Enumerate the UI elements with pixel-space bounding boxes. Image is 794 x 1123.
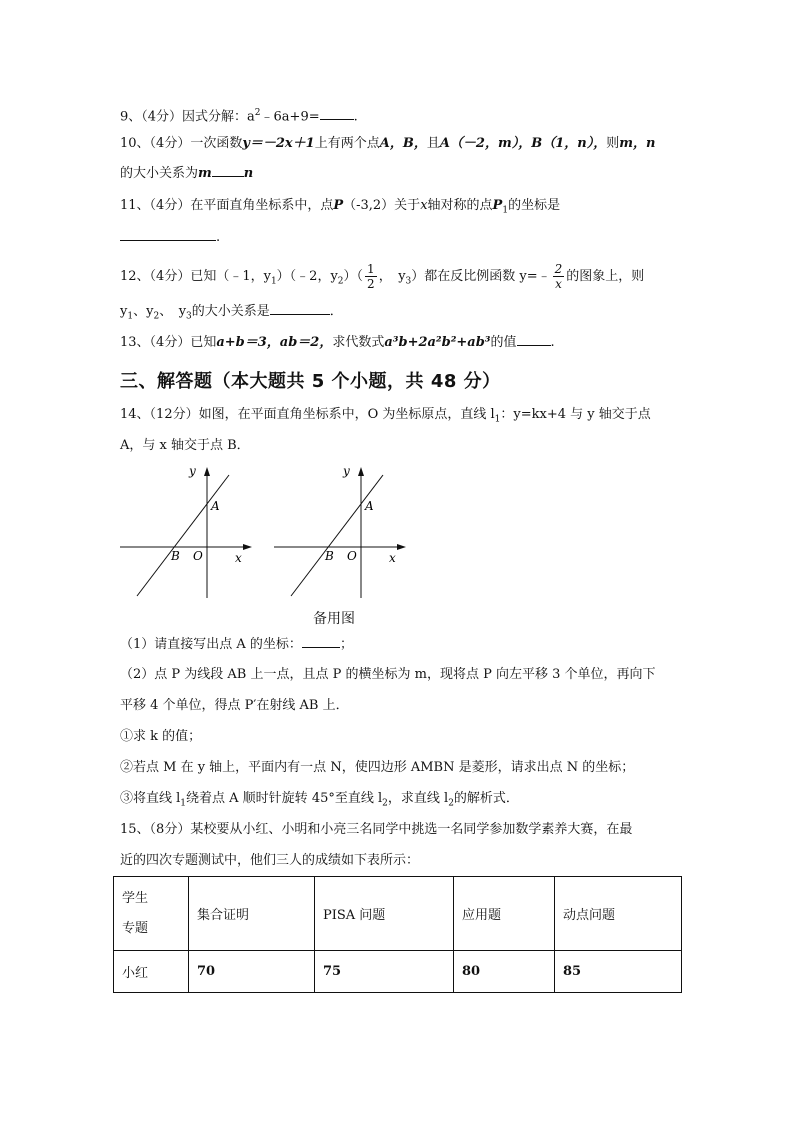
question-11-line-2: . bbox=[120, 228, 220, 247]
question-14-line-1: 14、（12分）如图，在平面直角坐标系中，O 为坐标原点，直线 $l_1$：y=kx+4 与 y 轴交于点 bbox=[120, 407, 651, 425]
fraction-two-over-x: $\frac{2}{x}$ bbox=[554, 262, 563, 291]
x-axis-arrow-icon bbox=[397, 544, 406, 550]
question-14-part-2-line-2: 平移 4 个单位，得点 P′在射线 AB 上． bbox=[120, 698, 349, 713]
question-11-line-1: 11、（4分）在平面直角坐标系中，点P（-3,2）关于x轴对称的点$P_1$的坐标是 bbox=[120, 198, 561, 216]
table-header: 集合证明 bbox=[189, 877, 315, 951]
coordinate-figure-spare bbox=[266, 458, 416, 600]
point-b-label: B bbox=[171, 549, 180, 563]
question-14-line-2: A，与 x 轴交于点 B． bbox=[120, 438, 250, 453]
question-14-sub-2: ②若点 M 在 y 轴上，平面内有一点 N，使四边形 AMBN 是菱形，请求出点 N 的坐标； bbox=[120, 760, 635, 775]
y-label: y bbox=[189, 464, 196, 478]
answer-blank[interactable] bbox=[270, 302, 330, 315]
question-10-line-2: 的大小关系为m n bbox=[120, 166, 254, 181]
table-cell: 80 bbox=[454, 951, 555, 993]
table-header: PISA 问题 bbox=[315, 877, 454, 951]
scores-table bbox=[113, 876, 682, 993]
line-l1 bbox=[291, 475, 383, 596]
table-cell: 85 bbox=[555, 951, 682, 993]
question-14-sub-1: ①求 k 的值； bbox=[120, 729, 202, 744]
question-15-line-1: 15、（8分）某校要从小红、小明和小亮三名同学中挑选一名同学参加数学素养大赛，在最 bbox=[120, 822, 633, 837]
question-14-part-2-line-1: （2）点 P 为线段 AB 上一点，且点 P 的横坐标为 m，现将点 P 向左平移 3 个单位，再向下 bbox=[120, 667, 656, 682]
table-corner-cell: 学生 专题 bbox=[114, 877, 189, 951]
figure-caption: 备用图 bbox=[313, 611, 355, 627]
table-row bbox=[114, 951, 682, 993]
line-l1 bbox=[137, 475, 229, 596]
question-13: 13、（4分）已知a+b＝3，ab＝2，求代数式a³b+2a²b²+ab³的值 . bbox=[120, 335, 555, 350]
answer-blank[interactable] bbox=[517, 333, 551, 346]
answer-blank[interactable] bbox=[320, 107, 354, 120]
question-14-part-1: （1）请直接写出点 A 的坐标： ； bbox=[120, 637, 353, 652]
table-header: 动点问题 bbox=[555, 877, 682, 951]
y-axis-arrow-icon bbox=[204, 467, 210, 476]
table-cell: 70 bbox=[189, 951, 315, 993]
question-10-line-1: 10、（4分）一次函数y＝－2x＋1上有两个点A，B，且A（－2，m），B（1，n），则m，n bbox=[120, 136, 656, 151]
question-12-line-1: 12、（4分）已知（﹣1，$y_1)(﹣2$，$y_2$）（ $\frac{1}{2}$ ， $y_3$）都在反比例函数 y=﹣ $\frac{2}{x}$ 的图象上，则 bbox=[120, 262, 645, 291]
question-12-line-2: $y_1$、$y_2$、 $y_3$的大小关系是 ． bbox=[120, 304, 343, 322]
table-header-row bbox=[114, 877, 682, 951]
section-heading: 三、解答题（本大题共 5 个小题，共 48 分） bbox=[120, 371, 501, 392]
point-a-label: A bbox=[365, 499, 374, 513]
table-cell: 75 bbox=[315, 951, 454, 993]
answer-blank[interactable] bbox=[212, 164, 244, 177]
coordinate-figure-main bbox=[112, 458, 262, 600]
x-label: x bbox=[235, 551, 242, 565]
x-axis-arrow-icon bbox=[243, 544, 252, 550]
origin-label: O bbox=[347, 549, 357, 563]
point-b-label: B bbox=[325, 549, 334, 563]
answer-blank[interactable] bbox=[302, 635, 340, 648]
y-axis-arrow-icon bbox=[358, 467, 364, 476]
point-a-label: A bbox=[211, 499, 220, 513]
fraction-one-half: $\frac{1}{2}$ bbox=[367, 262, 375, 291]
table-cell-name: 小红 bbox=[114, 951, 189, 993]
origin-label: O bbox=[193, 549, 203, 563]
y-label: y bbox=[343, 464, 350, 478]
x-label: x bbox=[389, 551, 396, 565]
question-15-line-2: 近的四次专题测试中，他们三人的成绩如下表所示： bbox=[120, 853, 420, 868]
question-9: 9、（4分）因式分解：$a^2﹣6a+9=$ . bbox=[120, 108, 358, 125]
question-14-sub-3: ③将直线 $l_1$绕着点 A 顺时针旋转 45°至直线 $l_2$，求直线 $l_2$的解析式． bbox=[120, 791, 519, 809]
table-header: 应用题 bbox=[454, 877, 555, 951]
answer-blank[interactable] bbox=[120, 228, 216, 241]
